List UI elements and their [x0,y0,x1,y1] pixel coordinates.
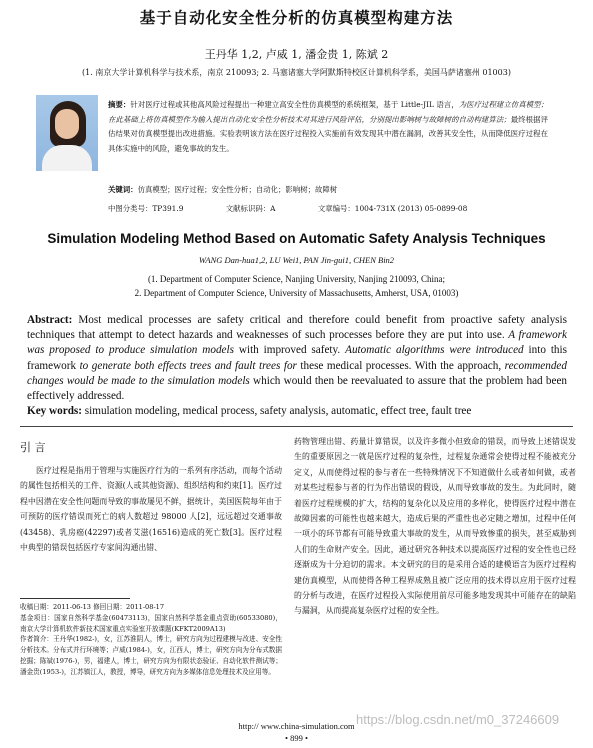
english-title: Simulation Modeling Method Based on Automatic Safety Analysis Techniques [47,231,546,246]
chinese-abstract-label: 摘要： [108,100,131,109]
classification-line [108,203,548,214]
english-abstract-label: Abstract: [27,314,73,326]
footnote-dates: 收稿日期：2011-06-13 修回日期：2011-08-17 [20,603,165,611]
chinese-abstract: 摘要：针对医疗过程或其他高风险过程提出一种建立高安全性仿真模型的系统框架，基于 Little-JIL 语言，为医疗过程建立仿真模型；在此基础上将仿真模型作为输入提出自动化安全性分析技术对其进行风险评估，分别提出影响树与故障树的自动构建算法；最终根据评估结果对仿真模型提出改进措施。实验表明该方法在医疗过程投入实施前有效发现其中潜在漏洞，改善其安全性，从而降低医疗过程在具体实施中的风险，避免事故的发生。 [108,100,548,153]
article-number: 文章编号：1004-731X (2013) 05-0899-08 [317,204,468,213]
footnote [20,602,282,678]
section-divider [20,426,573,427]
chinese-keywords: 关键词：仿真模型；医疗过程；安全性分析；自动化；影响树；故障树 [108,185,338,194]
chinese-title: 基于自动化安全性分析的仿真模型构建方法 [139,9,454,27]
footnote-divider [20,598,130,599]
english-authors: WANG Dan-hua1,2, LU Wei1, PAN Jin-gui1, CHEN Bin2 [198,255,395,265]
left-column [20,436,282,555]
footnote-fund: 基金项目：国家自然科学基金(60473113)，国家自然科学基金重点资助(60533080)，南京大学计算机软件新技术国家重点实验室开放课题(KFKT2009A13) [20,613,282,633]
english-affiliation: (1. Department of Computer Science, Nanjing University, Nanjing 210093, China; 2. Department of Computer Science, University of Massachusetts, Amherst, USA, 01003) [134,274,459,298]
chinese-keywords-label: 关键词： [108,185,138,194]
journal-url: http:// www.china-simulation.com [238,721,355,731]
chinese-affiliation: (1. 南京大学计算机科学与技术系，南京 210093; 2. 马塞诸塞大学阿默斯特校区计算机科学系，美国马萨诸塞州 01003) [82,68,511,77]
english-keywords-label: Key words: [27,405,82,417]
clc-number: 中图分类号：TP391.9 [108,204,184,213]
author-photo [36,95,98,171]
english-keywords: Key words: simulation modeling, medical process, safety analysis, automatic, effect tree, fault tree [27,405,472,417]
footnote-bio: 作者简介：王丹华(1982-)，女，江苏淮阴人，博士，研究方向为过程建模与改进、安全性分析技术。分布式并行环境等；卢威(1984-)，女，江西人，博士，研究方向为分布式数据挖掘；陈斌(1976-)，男，福建人，博士，研究方向为有限状态验证、自动化软件测试等；潘金贵(1953-)，江苏镇江人，教授，博导，研究方向为多媒体信息处理技术及应用等。 [20,635,282,676]
page-number: • 899 • [285,733,308,743]
english-abstract: Abstract: Most medical processes are safety critical and therefore could benefit from proactive safety analysis techniques that attempt to detect hazards and weaknesses of such processes before they are put into use. A framework was proposed to produce simulation models with improved safety. Automatic algorithms were introduced into this framework to generate both effects trees and fault trees for these medical processes. With the approach, recommended changes would be made to the simulation models which would then be reevaluated to assure that the problem had been effectively addressed. [27,314,568,403]
introduction-paragraph: 医疗过程是指用于管理与实施医疗行为的一系列有序活动，而每个活动的属性包括相关的工件、资源(人或其他资源)、组织结构和约束[1]。医疗过程中因潜在安全性问题而导致的事故屡见不鲜，据统计，美国医院每年由于可预防的医疗错误而死亡的病人数超过 98000 人[2]，远远超过交通事故(43458)、乳房癌(42297)或者艾滋(16516)造成的死亡数[3]。医疗过程中典型的错误包括医疗专家间沟通出错、 [20,466,282,553]
watermark: https://blog.csdn.net/m0_37246609 [356,712,560,727]
document-code: 文献标识码：A [225,204,276,213]
right-column-text: 药物管理出错、药量计算错误，以及许多微小但致命的错误，而导致上述错误发生的重要原因之一就是医疗过程的复杂性，过程复杂通常会使得过程不能被充分定义，从而使得过程的参与者在一些特殊情况下不知道做什么或者如何做，或者对某些过程参与者的行为作出错误的假设，从而导致事故的发生。为此同时，随着医疗过程规模的扩大，结构的复杂化以及应用的多样化，使得医疗过程中潜在故障因素的可能性也越来越大，造成后果的严重性也必定随之增加，过程中任何一项小的环节都有可能导致重大事故的发生，从而导致惨重的损失，甚至威胁到人们的生命财产安全。因此，通过研究各种技术以提高医疗过程的安全性也已经逐渐成为十分迫切的需求。本文研究的目的是采用合适的建模语言为医疗过程构建仿真模型，从而使得各种工程界成熟且被广泛应用的技术得以应用于医疗过程的分析与改进，在医疗过程投入实际使用前尽可能多地发现其中可能存在的缺陷与漏洞，从而提高复杂医疗过程的安全性。 [294,437,576,616]
introduction-heading: 引 言 [20,441,46,454]
chinese-authors: 王丹华 1,2, 卢威 1, 潘金贵 1, 陈斌 2 [204,48,389,61]
